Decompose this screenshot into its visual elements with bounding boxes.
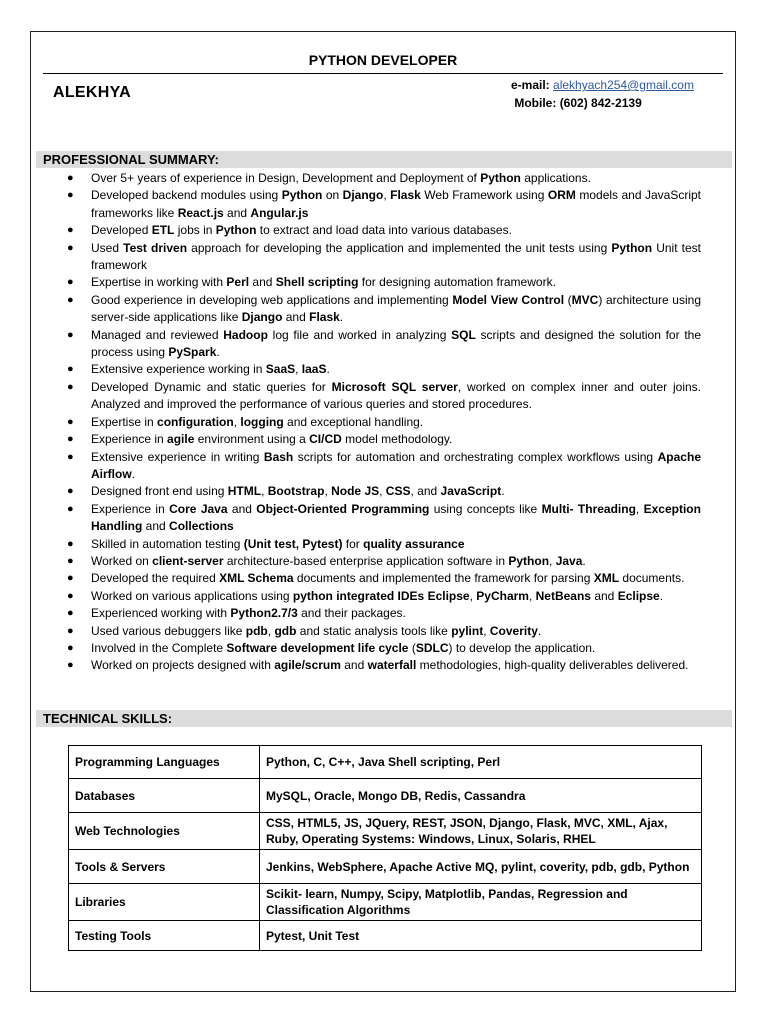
list-item (67, 605, 701, 622)
bullet-icon: ● (67, 224, 74, 237)
text: and their packages. (297, 606, 406, 621)
skill-values: CSS, HTML5, JS, JQuery, REST, JSON, Django, Flask, MVC, XML, Ajax, Ruby, Operating Systems: Windows, Linux, Solaris, RHEL (260, 813, 702, 850)
table-row (69, 850, 702, 884)
skill-category: Libraries (69, 884, 260, 921)
resume-page (30, 31, 736, 992)
text: Expertise in (91, 414, 158, 429)
job-title: PYTHON DEVELOPER (308, 52, 458, 68)
bold-text: agile/scrum (274, 658, 341, 673)
text: Involved in the Complete (91, 640, 227, 655)
bold-text: Microsoft SQL server (331, 379, 458, 394)
summary-list (31, 170, 737, 675)
text: applications. (520, 171, 591, 185)
text: Used various debuggers like (91, 623, 246, 638)
text: Worked on (91, 553, 153, 568)
bold-text: Python (215, 223, 257, 238)
bold-text: waterfall (367, 658, 417, 673)
text: . (339, 310, 344, 325)
text: Extensive experience in writing (91, 449, 264, 464)
bold-text: ORM (547, 188, 576, 203)
bold-text: Coverity (489, 623, 538, 638)
bold-text: (Unit test, Pytest) (243, 536, 343, 551)
bullet-icon: ● (67, 607, 74, 620)
list-item (67, 431, 701, 448)
technical-skills-heading: TECHNICAL SKILLS: (36, 710, 732, 727)
text: jobs in (174, 223, 216, 238)
email-line (511, 76, 694, 94)
text: . (537, 623, 542, 638)
mobile-label: Mobile: (514, 96, 557, 110)
text: Experienced working with (91, 606, 231, 621)
skills-table (68, 745, 702, 951)
bold-text: Model View Control (452, 292, 565, 307)
bullet-icon: ● (67, 276, 74, 289)
list-item (67, 187, 702, 222)
bold-text: Apache Airflow (91, 449, 701, 481)
bold-text: Java (555, 553, 583, 568)
bullet-icon: ● (67, 172, 74, 184)
text: Worked on projects designed with (91, 658, 275, 673)
text: and (227, 501, 257, 516)
email-label: e-mail: (511, 78, 550, 92)
bullet-icon: ● (67, 641, 74, 654)
text: for designing automation framework. (358, 275, 556, 290)
bullet-icon: ● (67, 589, 74, 602)
skill-category: Web Technologies (69, 813, 260, 850)
bold-text: logging (240, 414, 284, 429)
bold-text: Python (480, 171, 521, 185)
list-item (67, 170, 701, 187)
list-item (67, 414, 701, 431)
list-item (67, 379, 701, 414)
text: on (322, 188, 343, 203)
text: , (379, 484, 386, 499)
bold-text: python integrated IDEs Eclipse (292, 588, 470, 603)
bullet-icon: ● (67, 537, 74, 550)
list-item (67, 449, 701, 484)
bold-text: PyCharm (476, 588, 529, 603)
bold-text: MVC (571, 292, 599, 307)
bold-text: Django (342, 188, 384, 203)
text: . (501, 484, 505, 499)
bold-text: quality assurance (363, 536, 465, 551)
bold-text: XML (593, 571, 620, 586)
text: Extensive experience working in (91, 362, 266, 377)
text: . (326, 362, 330, 377)
text: and (590, 588, 618, 603)
header-divider (43, 73, 723, 74)
text: Designed front end using (91, 484, 228, 499)
text: for (342, 536, 364, 551)
bold-text: Flask (309, 310, 340, 325)
bold-text: Django (241, 310, 283, 325)
list-item (67, 483, 701, 500)
contact-block (511, 76, 694, 112)
bold-text: Object-Oriented Programming (256, 501, 430, 516)
bold-text: PySpark (168, 345, 217, 360)
bullet-icon: ● (67, 189, 74, 202)
bold-text: NetBeans (535, 588, 591, 603)
text: Used (91, 240, 124, 255)
bullet-icon: ● (67, 554, 74, 567)
text: ) to develop the application. (448, 640, 596, 655)
skill-category: Tools & Servers (69, 850, 260, 884)
bold-text: Core Java (169, 501, 228, 516)
bullet-icon: ● (67, 659, 74, 672)
text: , (635, 501, 644, 516)
bold-text: gdb (274, 623, 297, 638)
bold-text: pdb (245, 623, 268, 638)
list-item (67, 292, 701, 327)
text: Experience in (91, 432, 168, 447)
bullet-icon: ● (67, 380, 74, 393)
text: . (582, 553, 586, 568)
bold-text: JavaScript (440, 484, 502, 499)
list-item (67, 240, 701, 275)
skill-category: Programming Languages (69, 746, 260, 779)
text: and static analysis tools like (296, 623, 452, 638)
bullet-icon: ● (67, 624, 74, 637)
list-item (67, 222, 701, 239)
bold-text: Python (611, 240, 653, 255)
text: Developed (91, 223, 152, 238)
bold-text: HTML (227, 484, 262, 499)
skill-values: MySQL, Oracle, Mongo DB, Redis, Cassandra (260, 779, 702, 813)
table-row (69, 813, 702, 850)
text: , (233, 414, 241, 429)
text: , (295, 362, 302, 377)
bullet-icon: ● (67, 572, 74, 585)
skill-values: Pytest, Unit Test (260, 921, 702, 951)
bold-text: Perl (226, 275, 250, 290)
bold-text: Test driven (123, 240, 188, 255)
list-item (67, 623, 701, 640)
text: , (383, 188, 391, 203)
text: Developed Dynamic and static queries for (91, 379, 332, 394)
bullet-icon: ● (67, 433, 74, 446)
text: to extract and load data into various databases. (256, 223, 512, 238)
text: and (340, 658, 368, 673)
bold-text: ETL (151, 223, 175, 238)
text: Web Framework using (420, 188, 548, 203)
text: ( (564, 292, 572, 307)
bullet-icon: ● (67, 328, 74, 341)
bold-text: Angular.js (250, 205, 309, 220)
text: . (659, 588, 664, 603)
email-link[interactable]: alekhyach254@gmail.com (553, 78, 694, 92)
text: Developed the required (91, 571, 220, 586)
bold-text: pylint (451, 623, 484, 638)
list-item (67, 588, 701, 605)
text: Unit test framework (91, 240, 701, 273)
text: documents and implemented the framework for parsing (293, 571, 594, 586)
list-item (67, 361, 701, 378)
text: , (261, 484, 268, 499)
table-row (69, 884, 702, 921)
bold-text: SDLC (415, 640, 449, 655)
bullet-icon: ● (67, 502, 74, 515)
bold-text: Collections (169, 519, 234, 534)
skill-values: Scikit- learn, Numpy, Scipy, Matplotlib, Pandas, Regression and Classification Algorithms (260, 884, 702, 921)
bold-text: Python (281, 188, 323, 203)
text: , (549, 553, 556, 568)
text: Experience in (91, 501, 170, 516)
bold-text: Hadoop (223, 327, 268, 342)
text: methodologies, high-quality deliverables delivered. (416, 658, 689, 673)
mobile-line (511, 94, 694, 112)
bold-text: Python2.7/3 (230, 606, 298, 621)
text: Expertise in working with (91, 275, 227, 290)
bullet-icon: ● (67, 485, 74, 498)
text: model methodology. (341, 432, 453, 447)
list-item (67, 327, 702, 362)
skill-values: Python, C, C++, Java Shell scripting, Perl (260, 746, 702, 779)
text: documents. (619, 571, 685, 586)
text: , (324, 484, 332, 499)
text: and (142, 519, 170, 534)
text: models and JavaScript frameworks like (91, 188, 702, 220)
text: . (131, 466, 136, 481)
bold-text: Eclipse (617, 588, 660, 603)
text: . (216, 345, 220, 360)
bullet-icon: ● (67, 415, 74, 428)
bold-text: Bash (263, 449, 294, 464)
list-item (67, 536, 701, 553)
table-row (69, 921, 702, 951)
text: Developed backend modules using (91, 188, 282, 203)
text: Good experience in developing web applications and implementing (91, 292, 453, 307)
text: approach for developing the application and implemented the unit tests using (187, 240, 612, 255)
list-item (67, 570, 701, 587)
bullet-icon: ● (67, 293, 74, 306)
mobile-number: (602) 842-2139 (559, 96, 642, 110)
candidate-name: ALEKHYA (53, 84, 131, 101)
text: and (282, 310, 310, 325)
bold-text: Node JS (331, 484, 380, 499)
text: Skilled in automation testing (91, 536, 244, 551)
skill-values: Jenkins, WebSphere, Apache Active MQ, pylint, coverity, pdb, gdb, Python (260, 850, 702, 884)
bold-text: Bootstrap (267, 484, 325, 499)
list-item (67, 501, 701, 536)
professional-summary-heading: PROFESSIONAL SUMMARY: (36, 151, 732, 168)
bullet-icon: ● (67, 241, 74, 254)
bold-text: IaaS (301, 362, 327, 377)
bold-text: Python (508, 553, 550, 568)
text: log file and worked in analyzing (267, 327, 452, 342)
bold-text: CSS (385, 484, 411, 499)
table-row (69, 779, 702, 813)
bold-text: React.js (177, 205, 224, 220)
text: , (483, 623, 490, 638)
text: Over 5+ years of experience in Design, Development and Deployment of (91, 171, 481, 185)
bold-text: XML Schema (219, 571, 294, 586)
text: and (223, 205, 251, 220)
text: ) architecture using server-side applications like (91, 292, 701, 325)
text: ( (408, 640, 416, 655)
text: using concepts like (429, 501, 542, 516)
bold-text: Multi- Threading (541, 501, 636, 516)
skill-category: Testing Tools (69, 921, 260, 951)
text: scripts and designed the solution for the process using (91, 327, 702, 360)
bold-text: configuration (157, 414, 234, 429)
bold-text: client-server (152, 553, 224, 568)
text: and exceptional handling. (283, 414, 424, 429)
bullet-icon: ● (67, 363, 74, 376)
bold-text: agile (167, 432, 195, 447)
bold-text: Shell scripting (275, 275, 359, 290)
text: , and (410, 484, 441, 499)
text: , (267, 623, 275, 638)
bold-text: CI/CD (309, 432, 342, 447)
text: architecture-based enterprise application software in (223, 553, 509, 568)
bold-text: SaaS (265, 362, 296, 377)
text: Managed and reviewed (91, 327, 224, 342)
text: , (528, 588, 536, 603)
list-item (67, 274, 701, 291)
text: , worked on complex inner and outer joins. Analyzed and improved the performance of various queries and stored procedures. (91, 379, 701, 412)
list-item (67, 553, 701, 570)
list-item (67, 657, 701, 674)
bold-text: Exception Handling (91, 501, 701, 534)
text: environment using a (194, 432, 310, 447)
list-item (67, 640, 701, 657)
skill-category: Databases (69, 779, 260, 813)
text: and (249, 275, 276, 290)
text: , (469, 588, 477, 603)
table-row (69, 746, 702, 779)
bold-text: SQL (451, 327, 476, 342)
bold-text: Flask (390, 188, 421, 203)
bold-text: Software development life cycle (226, 640, 409, 655)
text: scripts for automation and orchestrating complex workflows using (293, 449, 658, 464)
text: Worked on various applications using (91, 588, 293, 603)
bullet-icon: ● (67, 450, 74, 463)
